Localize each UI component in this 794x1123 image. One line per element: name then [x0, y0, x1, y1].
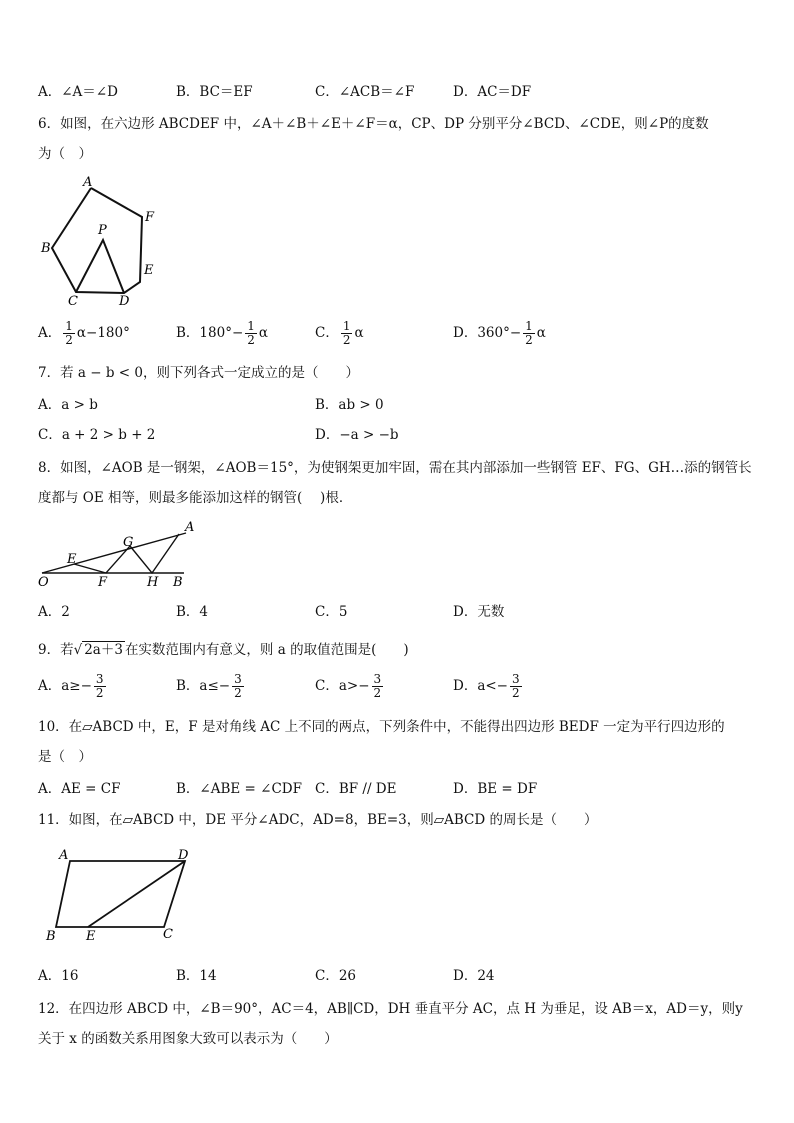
q6-label-f: F	[145, 210, 155, 225]
q12-stem-line2: 关于 x 的函数关系用图象大致可以表示为（ ）	[38, 1031, 338, 1047]
q8-label-b: B	[173, 575, 183, 590]
q8-label-h: H	[147, 575, 159, 590]
q6-label-d: D	[119, 294, 130, 309]
q6-option-d: D．360°− $\frac{1}{2}$ α	[453, 319, 546, 347]
q9-stem: 9．若√ 2a＋3 在实数范围内有意义，则 a 的取值范围是( )	[38, 642, 409, 658]
q11-option-c: C．26	[315, 968, 357, 984]
q9-radicand: 2a＋3	[84, 642, 123, 658]
q11-label-d: D	[178, 848, 189, 863]
q6-option-b: B．180°− $\frac{1}{2}$ α	[176, 319, 269, 347]
q5-option-d: D．AC＝DF	[453, 84, 532, 100]
q8-label-o: O	[38, 575, 49, 590]
q8-label-a: A	[185, 520, 195, 535]
q11-option-d: D．24	[453, 968, 495, 984]
q6-label-e: E	[144, 263, 154, 278]
q10-stem-line1: 10．在▱ABCD 中，E，F 是对角线 AC 上不同的两点，下列条件中，不能得出四边形 BEDF 一定为平行四边形的	[38, 719, 725, 735]
q6-option-c: C． $\frac{1}{2}$ α	[315, 319, 364, 347]
q10-option-b: B．∠ABE = ∠CDF	[176, 781, 302, 797]
q11-label-b: B	[46, 929, 56, 944]
q8-steel-frame-figure	[34, 516, 204, 592]
q8-label-e: E	[67, 552, 77, 567]
q11-option-a: A．16	[38, 968, 79, 984]
q8-option-c: C．5	[315, 604, 348, 620]
q8-stem-line2: 度都与 OE 相等，则最多能添加这样的钢管( )根．	[38, 490, 353, 506]
q8-option-b: B．4	[176, 604, 209, 620]
q9-option-a: A．a≥− $\frac{3}{2}$	[38, 672, 104, 700]
q6-hexagon-figure	[36, 172, 176, 312]
q5-option-c: C．∠ACB＝∠F	[315, 84, 415, 100]
q9-option-b: B．a≤− $\frac{3}{2}$	[176, 672, 242, 700]
q8-option-d: D．无数	[453, 604, 505, 620]
q7-stem: 7．若 a − b < 0，则下列各式一定成立的是（ ）	[38, 365, 359, 381]
q8-label-f: F	[98, 575, 108, 590]
q10-option-d: D．BE = DF	[453, 781, 538, 797]
q6-stem-line1: 6．如图，在六边形 ABCDEF 中，∠A＋∠B＋∠E＋∠F＝α，CP、DP 分别平分∠BCD、∠CDE，则∠P的度数	[38, 116, 709, 132]
q11-label-a: A	[59, 848, 69, 863]
q10-option-c: C．BF // DE	[315, 781, 397, 797]
q7-option-a: A．a > b	[38, 397, 98, 413]
q10-stem-line2: 是（ ）	[38, 749, 92, 765]
q10-option-a: A．AE = CF	[38, 781, 121, 797]
q8-option-a: A．2	[38, 604, 70, 620]
q11-option-b: B．14	[176, 968, 217, 984]
q6-stem-line2: 为（ ）	[38, 146, 92, 162]
q12-stem-line1: 12．在四边形 ABCD 中，∠B＝90°，AC＝4，AB∥CD，DH 垂直平分 AC，点 H 为垂足，设 AB＝x，AD＝y，则y	[38, 1001, 743, 1017]
q5-option-a: A．∠A＝∠D	[38, 84, 118, 100]
q5-option-b: B．BC＝EF	[176, 84, 253, 100]
q6-label-b: B	[41, 241, 51, 256]
q11-stem: 11．如图，在▱ABCD 中，DE 平分∠ADC，AD=8，BE=3，则▱ABCD 的周长是（ ）	[38, 812, 598, 828]
q6-label-c: C	[68, 294, 78, 309]
q6-label-a: A	[83, 175, 93, 190]
q8-label-g: G	[123, 535, 134, 550]
q6-option-a: A． $\frac{1}{2}$ α−180°	[38, 319, 130, 347]
q9-option-c: C．a>− $\frac{3}{2}$	[315, 672, 382, 700]
q9-option-d: D．a<− $\frac{3}{2}$	[453, 672, 520, 700]
q7-option-b: B．ab > 0	[315, 397, 384, 413]
q11-label-c: C	[163, 927, 173, 942]
q11-label-e: E	[86, 929, 96, 944]
q6-label-p: P	[98, 223, 107, 238]
q8-stem-line1: 8．如图，∠AOB 是一钢架，∠AOB＝15°，为使钢架更加牢固，需在其内部添加一些钢管 EF、FG、GH…添的钢管长	[38, 460, 752, 476]
q7-option-c: C．a + 2 > b + 2	[38, 427, 156, 443]
q7-option-d: D．−a > −b	[315, 427, 399, 443]
q11-parallelogram-figure	[42, 844, 202, 944]
